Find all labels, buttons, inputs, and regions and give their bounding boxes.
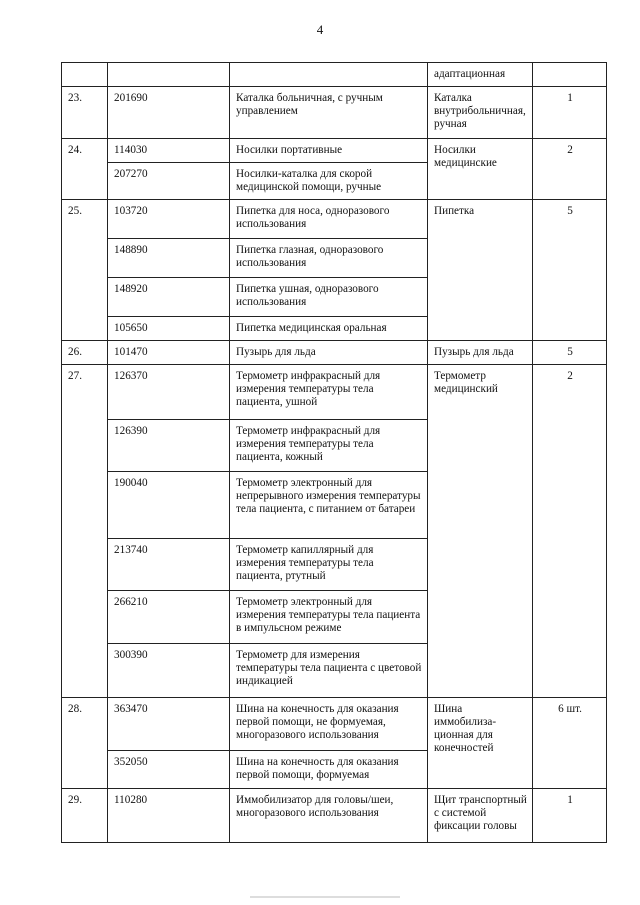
item-name: Пипетка для носа, одноразового использования — [230, 200, 428, 239]
table-row — [62, 341, 607, 365]
category-name: Носилки медицинские — [428, 139, 533, 200]
table-row — [62, 789, 607, 843]
quantity: 1 — [533, 87, 607, 139]
item-code: 148920 — [108, 278, 230, 317]
item-name: Термометр электронный для непрерывного измерения температуры тела пациента, с питанием от батареи — [230, 472, 428, 539]
item-code: 101470 — [108, 341, 230, 365]
number-cell — [62, 63, 108, 87]
item-name: Пипетка ушная, одноразового использования — [230, 278, 428, 317]
item-name: Термометр электронный для измерения температуры тела пациента в импульсном режиме — [230, 591, 428, 644]
category-name: Пузырь для льда — [428, 341, 533, 365]
row-number: 23. — [62, 87, 108, 139]
item-code: 363470 — [108, 698, 230, 751]
row-number: 29. — [62, 789, 108, 843]
item-name: Каталка больничная, с ручным управлением — [230, 87, 428, 139]
quantity: 2 — [533, 365, 607, 698]
item-name: Термометр капиллярный для измерения температуры тела пациента, ртутный — [230, 539, 428, 591]
table-row — [62, 87, 607, 139]
item-code: 103720 — [108, 200, 230, 239]
item-name: Носилки-каталка для скорой медицинской помощи, ручные — [230, 163, 428, 200]
code-cell — [108, 63, 230, 87]
quantity: 5 — [533, 341, 607, 365]
item-code: 266210 — [108, 591, 230, 644]
item-name: Шина на конечность для оказания первой помощи, формуемая — [230, 751, 428, 789]
item-code: 110280 — [108, 789, 230, 843]
row-number: 26. — [62, 341, 108, 365]
category-name: Каталка внутрибольничная, ручная — [428, 87, 533, 139]
item-code: 126370 — [108, 365, 230, 420]
category-cell: адаптационная — [428, 63, 533, 87]
item-code: 105650 — [108, 317, 230, 341]
table-row — [62, 365, 607, 420]
item-code: 201690 — [108, 87, 230, 139]
category-name: Пипетка — [428, 200, 533, 341]
item-name: Иммобилизатор для головы/шеи, многоразового использования — [230, 789, 428, 843]
item-code: 148890 — [108, 239, 230, 278]
row-number: 24. — [62, 139, 108, 200]
item-name: Термометр для измерения температуры тела пациента с цветовой индикацией — [230, 644, 428, 698]
row-number: 27. — [62, 365, 108, 698]
item-name: Шина на конечность для оказания первой помощи, не формуемая, многоразового использования — [230, 698, 428, 751]
item-code: 126390 — [108, 420, 230, 472]
item-code: 114030 — [108, 139, 230, 163]
quantity: 2 — [533, 139, 607, 200]
category-name: Термометр медицинский — [428, 365, 533, 698]
item-code: 352050 — [108, 751, 230, 789]
scan-artifact — [250, 896, 400, 898]
item-name: Носилки портативные — [230, 139, 428, 163]
table-row — [62, 63, 607, 87]
row-number: 25. — [62, 200, 108, 341]
item-code: 207270 — [108, 163, 230, 200]
item-code: 300390 — [108, 644, 230, 698]
category-name: Щит транспортный с системой фиксации головы — [428, 789, 533, 843]
quantity: 5 — [533, 200, 607, 341]
item-name: Пипетка медицинская оральная — [230, 317, 428, 341]
item-name: Пипетка глазная, одноразового использования — [230, 239, 428, 278]
quantity: 6 шт. — [533, 698, 607, 789]
page-number: 4 — [316, 22, 324, 37]
quantity-cell — [533, 63, 607, 87]
table-row — [62, 698, 607, 751]
item-code: 213740 — [108, 539, 230, 591]
item-name: Термометр инфракрасный для измерения температуры тела пациента, кожный — [230, 420, 428, 472]
quantity: 1 — [533, 789, 607, 843]
item-name: Пузырь для льда — [230, 341, 428, 365]
table-row — [62, 139, 607, 163]
item-code: 190040 — [108, 472, 230, 539]
item-name: Термометр инфракрасный для измерения температуры тела пациента, ушной — [230, 365, 428, 420]
category-name: Шина иммобилиза-ционная для конечностей — [428, 698, 533, 789]
table-row — [62, 200, 607, 239]
row-number: 28. — [62, 698, 108, 789]
equipment-table — [61, 62, 607, 843]
name-cell — [230, 63, 428, 87]
